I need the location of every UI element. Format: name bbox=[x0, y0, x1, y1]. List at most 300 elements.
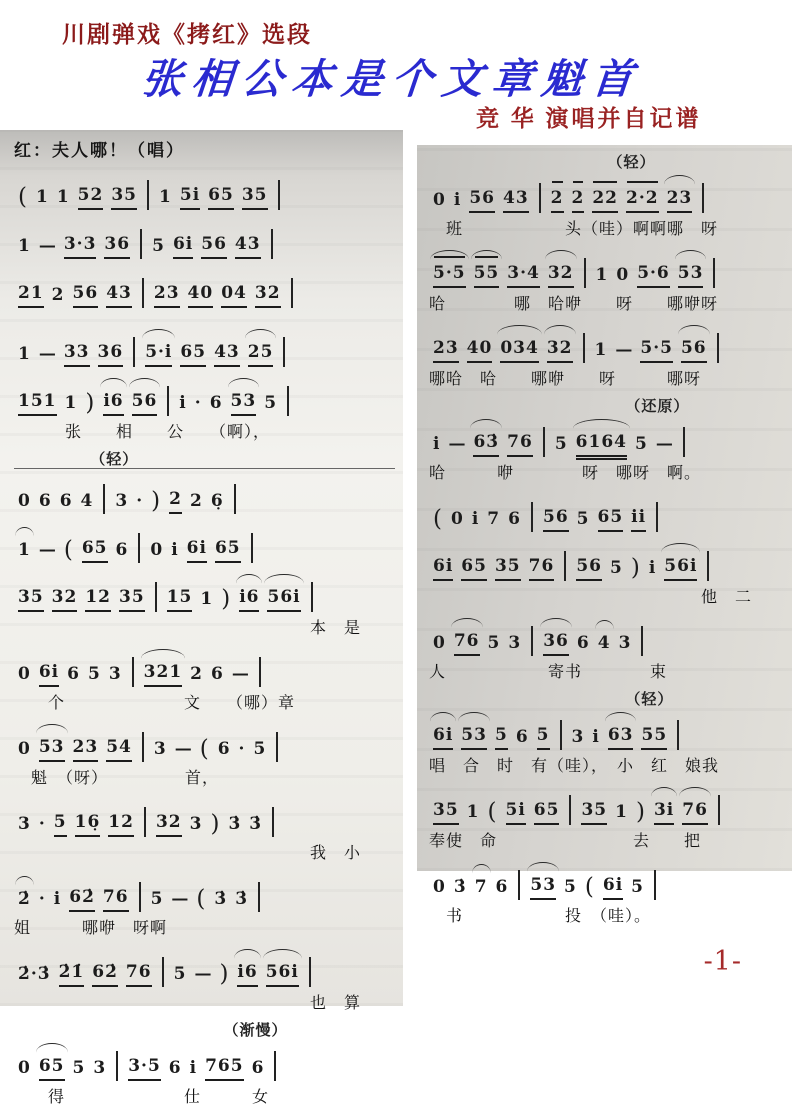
duration-dash: — bbox=[174, 739, 192, 759]
note-token: 62̇ bbox=[69, 885, 95, 912]
barline bbox=[276, 732, 278, 762]
phrase-paren: ( bbox=[199, 736, 210, 762]
note-token: · bbox=[38, 814, 46, 834]
note-token: i bbox=[648, 558, 657, 578]
note-token: 2·2 bbox=[626, 186, 659, 213]
note-token: 6 bbox=[217, 739, 231, 759]
note-token: 0 bbox=[18, 664, 31, 684]
slur-arc bbox=[451, 618, 483, 628]
barline bbox=[138, 533, 140, 563]
slur-arc bbox=[595, 620, 614, 630]
music-line bbox=[429, 613, 786, 682]
slur-arc bbox=[430, 712, 456, 722]
note-token: 65 bbox=[180, 340, 206, 367]
note-token: 35 bbox=[242, 183, 268, 210]
barline bbox=[116, 1051, 118, 1081]
notation-row bbox=[429, 489, 786, 532]
score-right-column bbox=[417, 145, 792, 925]
barline bbox=[539, 183, 541, 213]
note-token: i bbox=[433, 434, 441, 454]
slur-arc bbox=[15, 876, 34, 886]
note-token: 32 bbox=[547, 336, 573, 363]
barline bbox=[531, 502, 533, 532]
note-token: 56i bbox=[266, 960, 299, 987]
note-token: 151 bbox=[18, 389, 57, 416]
note-token: 56i bbox=[267, 585, 300, 612]
phrase-paren: ( bbox=[433, 506, 443, 532]
note-token: i6 bbox=[239, 585, 259, 612]
note-token: 53 bbox=[231, 389, 257, 416]
note-token: 35 bbox=[119, 585, 145, 612]
notation-row bbox=[14, 324, 395, 367]
note-token: 56 bbox=[201, 232, 227, 259]
expression-annotation: （还原） bbox=[625, 397, 690, 415]
slur-arc bbox=[236, 574, 262, 584]
music-line bbox=[429, 489, 786, 532]
note-token: 3·4 bbox=[507, 261, 540, 288]
note-token: 23 bbox=[433, 336, 459, 363]
note-token: 3 bbox=[108, 664, 122, 684]
slur-arc bbox=[675, 250, 707, 260]
note-token: 5i bbox=[180, 183, 200, 210]
phrase-paren: ) bbox=[151, 488, 162, 514]
phrase-paren: ) bbox=[635, 799, 646, 825]
note-token: 54 bbox=[106, 735, 132, 762]
slur-arc bbox=[141, 649, 186, 659]
note-token: 32 bbox=[156, 810, 182, 837]
duration-dash: — bbox=[655, 434, 673, 454]
notation-row bbox=[429, 707, 786, 750]
slur-arc bbox=[472, 864, 491, 874]
note-token: 76 bbox=[507, 430, 533, 457]
note-token: 3 bbox=[189, 814, 203, 834]
lyrics-row: 哈 咿 呀 哪呀 啊。 bbox=[429, 463, 702, 482]
note-token: · bbox=[238, 739, 246, 759]
right-notation-lines bbox=[429, 151, 786, 926]
barline bbox=[283, 337, 285, 367]
music-line bbox=[14, 944, 395, 1013]
note-token: 3 bbox=[618, 633, 632, 653]
note-token: 034 bbox=[500, 336, 539, 363]
barline bbox=[654, 870, 656, 900]
note-token: · bbox=[194, 393, 202, 413]
left-notation-lines bbox=[14, 167, 395, 1107]
note-token: 7 bbox=[475, 875, 488, 900]
note-token: 2 bbox=[551, 186, 564, 213]
duration-dash: — bbox=[38, 540, 56, 560]
music-line bbox=[14, 869, 395, 938]
note-token: 2 bbox=[51, 285, 65, 305]
barline bbox=[543, 427, 545, 457]
note-token: 5 bbox=[54, 810, 67, 837]
music-line bbox=[14, 569, 395, 638]
notation-row bbox=[14, 373, 395, 416]
note-token: 0 bbox=[450, 509, 464, 529]
note-token: 5·5 bbox=[433, 261, 466, 288]
note-token: 5·6 bbox=[637, 261, 670, 288]
note-token: 2 bbox=[572, 186, 585, 213]
notation-row bbox=[14, 216, 395, 259]
note-token: 5·i bbox=[145, 340, 172, 367]
note-token: 6i bbox=[603, 873, 623, 900]
notation-row bbox=[14, 471, 395, 514]
barline bbox=[531, 626, 533, 656]
barline bbox=[583, 333, 585, 363]
music-line bbox=[429, 395, 786, 483]
music-line bbox=[429, 245, 786, 314]
lyrics-row: 哈 哪 哈咿 呀 哪咿呀 bbox=[429, 294, 719, 313]
note-token: 6 bbox=[209, 393, 223, 413]
barline bbox=[144, 807, 146, 837]
music-line bbox=[429, 320, 786, 389]
note-token: 76 bbox=[529, 554, 555, 581]
note-token: 16̣ bbox=[75, 810, 101, 837]
notation-row bbox=[14, 520, 395, 563]
lyrics-row: 他 二 bbox=[700, 587, 752, 606]
note-token: · bbox=[136, 491, 144, 511]
duration-dash: — bbox=[615, 340, 633, 360]
system-rule bbox=[14, 468, 395, 469]
note-token: 0 bbox=[616, 265, 630, 285]
notation-row bbox=[14, 719, 395, 762]
note-token: 1 bbox=[56, 187, 70, 207]
music-line bbox=[14, 216, 395, 259]
note-token: i6 bbox=[237, 960, 257, 987]
slur-arc bbox=[100, 378, 126, 388]
note-token: 0 bbox=[433, 190, 446, 210]
slur-arc bbox=[458, 712, 490, 722]
note-token: 76 bbox=[454, 629, 480, 656]
note-token: 55 bbox=[474, 261, 500, 288]
duration-dash: — bbox=[231, 664, 249, 684]
barline bbox=[278, 180, 280, 210]
expression-annotation: （轻） bbox=[607, 153, 656, 171]
note-token: 33 bbox=[64, 340, 90, 367]
music-line bbox=[14, 324, 395, 367]
note-token: 6i bbox=[173, 232, 193, 259]
slur-arc bbox=[142, 329, 175, 339]
lyrics-row: 也 算 bbox=[309, 993, 361, 1012]
note-token: i bbox=[171, 540, 179, 560]
note-token: 25 bbox=[248, 340, 274, 367]
barline bbox=[139, 882, 141, 912]
note-token: 35 bbox=[433, 798, 459, 825]
barline bbox=[718, 795, 720, 825]
barline bbox=[683, 427, 685, 457]
note-token: 6 bbox=[59, 491, 73, 511]
note-token: 5 bbox=[253, 739, 267, 759]
music-line bbox=[14, 794, 395, 863]
notation-row bbox=[14, 265, 395, 308]
note-token: 65 bbox=[461, 554, 487, 581]
barline bbox=[564, 551, 566, 581]
note-token: 56 bbox=[132, 389, 158, 416]
duration-dash: — bbox=[38, 344, 56, 364]
note-token: 5 bbox=[564, 877, 577, 897]
note-token: 40 bbox=[188, 281, 214, 308]
slur-arc bbox=[540, 618, 572, 628]
note-token: 4 bbox=[598, 631, 611, 656]
slur-arc bbox=[228, 378, 260, 388]
slur-arc bbox=[527, 862, 559, 872]
music-line bbox=[14, 719, 395, 788]
note-token: 53 bbox=[678, 261, 704, 288]
note-token: 1 bbox=[466, 802, 480, 822]
note-token: 6164 bbox=[576, 430, 627, 457]
duration-dash: — bbox=[171, 889, 189, 909]
music-line bbox=[429, 538, 786, 607]
barline bbox=[259, 657, 261, 687]
note-token: 6 bbox=[508, 509, 521, 529]
lyrics-row: 张 相 公 （啊）， bbox=[14, 422, 271, 441]
barline bbox=[274, 1051, 276, 1081]
slur-arc bbox=[545, 250, 577, 260]
note-token: 6̣ bbox=[210, 491, 224, 511]
note-token: 65 bbox=[208, 183, 234, 210]
note-token: 5 bbox=[576, 509, 590, 529]
music-line bbox=[14, 448, 395, 514]
music-line bbox=[429, 151, 786, 239]
note-token: 3·3 bbox=[64, 232, 97, 259]
barline bbox=[155, 582, 157, 612]
note-token: 3 bbox=[571, 727, 585, 747]
notation-row bbox=[429, 245, 786, 288]
note-token: 04 bbox=[221, 281, 247, 308]
note-token: 36 bbox=[104, 232, 130, 259]
note-token: 23 bbox=[154, 281, 180, 308]
note-token: 3̇ bbox=[214, 889, 228, 909]
note-token: i bbox=[179, 393, 187, 413]
note-token: 5 bbox=[631, 877, 645, 897]
note-token: 2 bbox=[169, 487, 182, 514]
slur-arc bbox=[36, 1043, 68, 1053]
barline bbox=[140, 229, 142, 259]
note-token: 32 bbox=[52, 585, 78, 612]
note-token: 5 bbox=[173, 964, 187, 984]
note-token: 0 bbox=[18, 1058, 31, 1078]
note-token: 3 bbox=[93, 1058, 107, 1078]
barline bbox=[132, 657, 134, 687]
note-token: 6 bbox=[67, 664, 80, 684]
phrase-paren: ) bbox=[210, 811, 221, 837]
note-token: 36 bbox=[543, 629, 569, 656]
note-token: 53 bbox=[39, 735, 65, 762]
note-token: 63̇ bbox=[473, 430, 499, 457]
note-token: 0 bbox=[150, 540, 164, 560]
expression-annotation: （渐慢） bbox=[223, 1021, 288, 1039]
note-token: 56 bbox=[73, 281, 99, 308]
barline bbox=[641, 626, 643, 656]
note-token: 6 bbox=[38, 491, 52, 511]
lyrics-row: 本 是 bbox=[309, 618, 361, 637]
note-token: 5 bbox=[152, 236, 165, 256]
barline bbox=[560, 720, 562, 750]
note-token: 5 bbox=[72, 1058, 86, 1078]
page-number: -1- bbox=[703, 946, 742, 977]
duration-dash: — bbox=[38, 236, 56, 256]
note-token: 6 bbox=[211, 664, 224, 684]
note-token: 53 bbox=[530, 873, 556, 900]
note-token: 5 bbox=[150, 889, 164, 909]
note-token: 56 bbox=[681, 336, 707, 363]
phrase-paren: ( bbox=[196, 886, 207, 912]
note-token: 765 bbox=[205, 1054, 244, 1081]
barline bbox=[309, 957, 311, 987]
note-token: 3̇ bbox=[453, 877, 467, 897]
barline bbox=[707, 551, 709, 581]
note-token: 2 bbox=[190, 664, 204, 684]
barline bbox=[287, 386, 289, 416]
note-token: i bbox=[592, 727, 600, 747]
slur-arc bbox=[264, 574, 303, 584]
note-token: 6i bbox=[187, 536, 207, 563]
phrase-paren: ) bbox=[85, 390, 96, 416]
note-token: 3̇ bbox=[228, 814, 242, 834]
note-token: 0 bbox=[18, 739, 31, 759]
slur-arc bbox=[36, 724, 68, 734]
note-token: 6 bbox=[515, 727, 529, 747]
note-token: 5·5 bbox=[640, 336, 673, 363]
music-line bbox=[14, 1019, 395, 1107]
music-line bbox=[429, 857, 786, 926]
note-token: 0 bbox=[18, 491, 31, 511]
phrase-paren: ( bbox=[584, 874, 595, 900]
barline bbox=[133, 337, 135, 367]
slur-arc bbox=[497, 325, 542, 335]
lyrics-row: 得 仕 女 bbox=[14, 1087, 270, 1106]
note-token: 3·5 bbox=[128, 1054, 161, 1081]
notation-row bbox=[14, 869, 395, 912]
barline bbox=[311, 582, 313, 612]
lyrics-row: 班 头（哇）啊啊哪 呀 bbox=[429, 219, 719, 238]
slur-arc bbox=[15, 527, 34, 537]
note-token: i bbox=[53, 889, 62, 909]
note-token: 3 bbox=[153, 739, 167, 759]
notation-row bbox=[429, 414, 786, 457]
note-token: 15 bbox=[167, 585, 193, 612]
slur-arc bbox=[430, 250, 469, 260]
slur-arc bbox=[573, 419, 630, 429]
note-token: 65 bbox=[534, 798, 560, 825]
note-token: 43 bbox=[503, 186, 529, 213]
note-token: 1 bbox=[595, 265, 609, 285]
barline bbox=[291, 278, 293, 308]
note-token: 43 bbox=[106, 281, 132, 308]
notation-row bbox=[429, 170, 786, 213]
note-token: · bbox=[38, 889, 46, 909]
note-token: 6 bbox=[115, 540, 129, 560]
slur-arc bbox=[678, 325, 710, 335]
note-token: 1 bbox=[18, 236, 31, 256]
notation-row bbox=[14, 794, 395, 837]
lyrics-row: 魁 （呀） 首， bbox=[14, 768, 220, 787]
barline bbox=[142, 278, 144, 308]
note-token: 5 bbox=[487, 633, 501, 653]
performer-credit: 竞 华 演唱并自记谱 bbox=[476, 106, 702, 131]
note-token: 12 bbox=[108, 810, 134, 837]
note-token: 65 bbox=[215, 536, 241, 563]
note-token: 43 bbox=[214, 340, 240, 367]
barline bbox=[702, 183, 704, 213]
duration-dash: — bbox=[448, 434, 466, 454]
slur-arc bbox=[234, 949, 260, 959]
note-token: 6i bbox=[433, 554, 453, 581]
note-token: 5 bbox=[634, 434, 648, 454]
lyrics-row: 书 投 （哇）。 bbox=[429, 906, 652, 925]
note-token: 53 bbox=[461, 723, 487, 750]
note-token: 2̇ bbox=[18, 887, 31, 912]
note-token: 7 bbox=[487, 509, 501, 529]
note-token: 1 bbox=[159, 187, 172, 207]
expression-annotation: （轻） bbox=[90, 450, 139, 468]
note-token: 1 bbox=[35, 187, 49, 207]
music-line bbox=[14, 373, 395, 442]
note-token: 3 bbox=[18, 814, 31, 834]
slur-arc bbox=[661, 543, 700, 553]
note-token: 35 bbox=[111, 183, 137, 210]
note-token: 76 bbox=[126, 960, 152, 987]
barline bbox=[717, 333, 719, 363]
note-token: i bbox=[453, 190, 462, 210]
note-token: 36 bbox=[98, 340, 124, 367]
note-token: 2 bbox=[189, 491, 203, 511]
slur-arc bbox=[605, 712, 637, 722]
note-token: 1 bbox=[18, 344, 31, 364]
lyrics-row: 个 文 （哪）章 bbox=[14, 693, 296, 712]
note-token: ii bbox=[631, 505, 646, 532]
note-token: 6 bbox=[251, 1058, 265, 1078]
lyrics-row: 我 小 bbox=[309, 843, 361, 862]
note-token: 6i bbox=[433, 723, 453, 750]
note-token: 5 bbox=[87, 664, 101, 684]
note-token: 5i bbox=[506, 798, 526, 825]
note-token: 3i bbox=[654, 798, 674, 825]
note-token: i6 bbox=[103, 389, 123, 416]
barline bbox=[147, 180, 149, 210]
notation-row bbox=[14, 569, 395, 612]
lyrics-row: 姐 哪咿 呀啊 bbox=[14, 918, 168, 937]
note-token: 65 bbox=[82, 536, 108, 563]
barline bbox=[271, 229, 273, 259]
note-token: 5 bbox=[264, 393, 278, 413]
note-token: 76 bbox=[103, 885, 129, 912]
barline bbox=[103, 484, 105, 514]
barline bbox=[677, 720, 679, 750]
note-token: 35 bbox=[581, 798, 607, 825]
note-token: 23 bbox=[73, 735, 99, 762]
lyrics-row: 奉使 命 去 把 bbox=[429, 831, 702, 850]
note-token: 6i bbox=[39, 660, 59, 687]
slur-arc bbox=[651, 787, 677, 797]
barline bbox=[162, 957, 164, 987]
note-token: 22 bbox=[592, 186, 618, 213]
note-token: 0 bbox=[433, 633, 446, 653]
piece-title: 张相公本是个文章魁首 bbox=[139, 55, 644, 103]
notation-row bbox=[14, 1038, 395, 1081]
music-line bbox=[14, 265, 395, 308]
barline bbox=[142, 732, 144, 762]
note-token: 3 bbox=[115, 491, 129, 511]
note-token: 40 bbox=[467, 336, 493, 363]
note-token: 56i bbox=[664, 554, 697, 581]
note-token: 2̇1̇ bbox=[59, 960, 85, 987]
notation-row bbox=[429, 613, 786, 656]
note-token: 76 bbox=[682, 798, 708, 825]
music-line bbox=[14, 644, 395, 713]
note-token: 5 bbox=[495, 723, 508, 750]
note-token: 0 bbox=[433, 877, 446, 897]
barline bbox=[713, 258, 715, 288]
